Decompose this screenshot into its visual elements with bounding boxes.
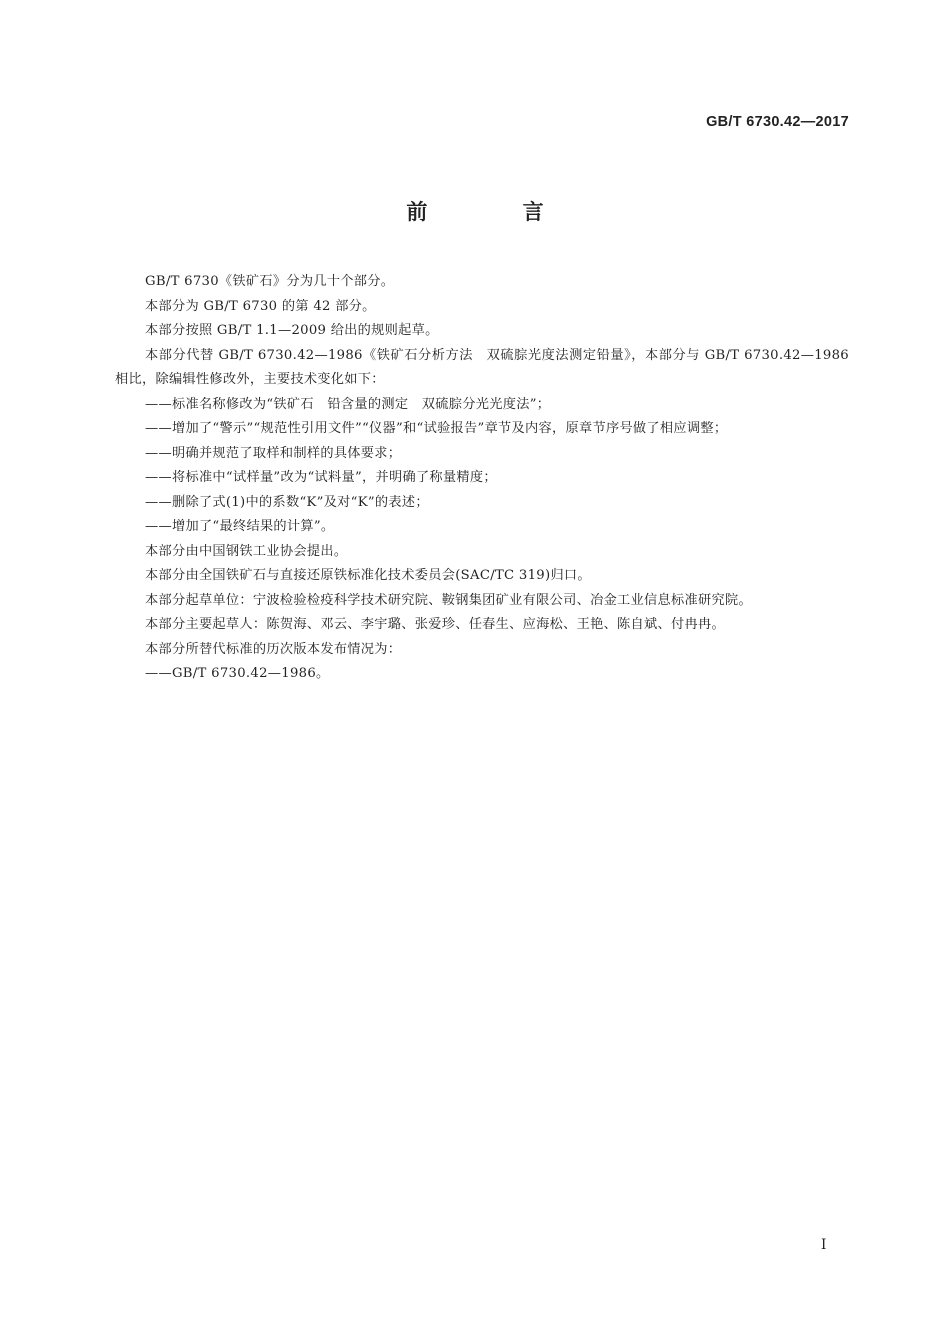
paragraph-part-number: 本部分为 GB/T 6730 的第 42 部分。 xyxy=(145,298,376,314)
paragraph-proposer: 本部分由中国钢铁工业协会提出。 xyxy=(145,543,348,559)
paragraph-parts: GB/T 6730《铁矿石》分为几十个部分。 xyxy=(145,274,395,289)
paragraph-history-intro: 本部分所替代标准的历次版本发布情况为： xyxy=(145,641,402,657)
page-number: I xyxy=(821,1237,827,1253)
preface-body xyxy=(115,270,849,687)
change-item: ——增加了“警示”“规范性引用文件”“仪器”和“试验报告”章节及内容，原章节序号做了相应调整； xyxy=(145,421,728,436)
page-title: 前 言 xyxy=(406,200,588,224)
change-item: ——标准名称修改为“铁矿石 铅含量的测定 双硫腙分光光度法”； xyxy=(145,396,551,412)
change-item: ——删除了式(1)中的系数“K”及对“K”的表述； xyxy=(145,494,429,510)
change-item: ——将标准中“试样量”改为“试料量”，并明确了称量精度； xyxy=(145,470,497,485)
paragraph-drafting-units: 本部分起草单位：宁波检验检疫科学技术研究院、鞍钢集团矿业有限公司、冶金工业信息标准研究院。 xyxy=(145,592,752,608)
paragraph-drafters: 本部分主要起草人：陈贺海、邓云、李宇璐、张爱珍、任春生、应海松、王艳、陈自斌、付冉冉。 xyxy=(145,617,725,632)
history-item: ——GB/T 6730.42—1986。 xyxy=(145,666,330,681)
paragraph-drafting-rules: 本部分按照 GB/T 1.1—2009 给出的规则起草。 xyxy=(145,323,439,338)
change-item: ——增加了“最终结果的计算”。 xyxy=(145,519,335,534)
change-item: ——明确并规范了取样和制样的具体要求； xyxy=(145,445,402,461)
standard-code: GB/T 6730.42—2017 xyxy=(706,114,849,130)
paragraph-replacement: 本部分代替 GB/T 6730.42—1986《铁矿石分析方法 双硫腙光度法测定铅量》，本部分与 GB/T 6730.42—1986 相比，除编辑性修改外，主要技术变化如下： xyxy=(115,347,849,387)
paragraph-committee: 本部分由全国铁矿石与直接还原铁标准化技术委员会(SAC/TC 319)归口。 xyxy=(145,568,591,583)
